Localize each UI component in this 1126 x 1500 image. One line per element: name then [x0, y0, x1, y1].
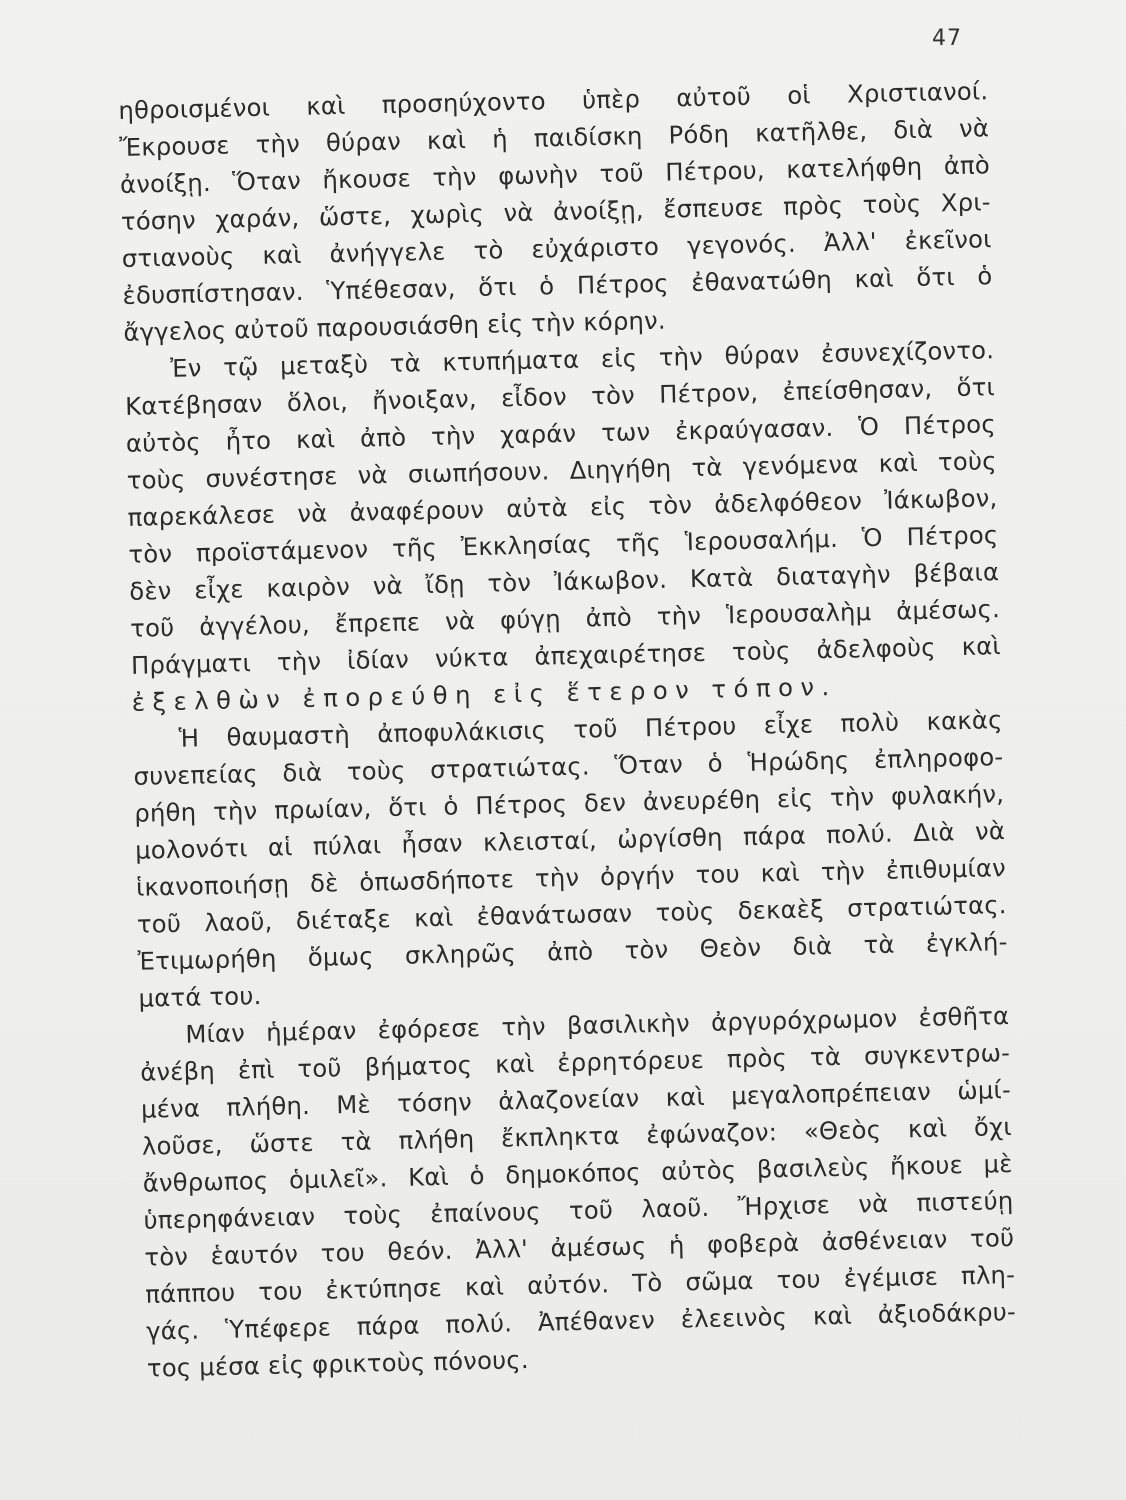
text-line: ἄγγελος αὐτοῦ παρουσιάσθη εἰς τὴν κόρην. [123, 305, 667, 347]
text-line: τοὺς συνέστησε νὰ σιωπήσουν. Διηγήθη τὰ γενόμενα καὶ τοὺς [126, 446, 997, 495]
text-line: ἄνθρωπος ὁμιλεῖ». Καὶ ὁ δημοκόπος αὐτὸς βασιλεὺς ἤκουε μὲ [142, 1148, 1013, 1198]
text-line: τοῦ λαοῦ, διέταξε καὶ ἐθανάτωσαν τοὺς δεκαὲξ στρατιώτας. [136, 890, 1007, 939]
text-line: γάς. Ὑπέφερε πάρα πολύ. Ἀπέθανεν ἐλεεινὸς καὶ ἀξιοδάκρυ- [145, 1296, 1017, 1346]
text-line: παρεκάλεσε νὰ ἀναφέρουν αὐτὰ εἰς τὸν ἀδελφόθεον Ἰάκωβον, [127, 483, 998, 532]
text-line: μολονότι αἱ πύλαι ἦσαν κλεισταί, ὠργίσθη πάρα πολύ. Διὰ νὰ [134, 816, 1006, 865]
text-line: ὑπερηφάνειαν τοὺς ἐπαίνους τοῦ λαοῦ. Ἤρχισε νὰ πιστεύῃ [143, 1185, 1014, 1235]
text-line: ἀνοίξῃ. Ὅταν ἤκουσε τὴν φωνὴν τοῦ Πέτρου, κατελήφθη ἀπὸ [119, 150, 991, 199]
text-line: λοῦσε, ὥστε τὰ πλήθη ἔκπληκτα ἐφώναζον: «Θεὸς καὶ ὄχι [141, 1111, 1013, 1161]
text-line: Κατέβησαν ὅλοι, ἤνοιξαν, εἶδον τὸν Πέτρον, ἐπείσθησαν, ὅτι [124, 372, 996, 421]
text-line: αὐτὸς ἦτο καὶ ἀπὸ τὴν χαράν των ἐκραύγασαν. Ὁ Πέτρος [125, 409, 997, 458]
text-line: μένα πλήθη. Μὲ τόσην ἀλαζονείαν καὶ μεγαλοπρέπειαν ὡμί- [140, 1075, 1012, 1124]
body-text [118, 72, 1017, 1386]
text-line: τόσην χαράν, ὥστε, χωρὶς νὰ ἀνοίξῃ, ἔσπευσε πρὸς τοὺς Χρι- [120, 187, 992, 236]
text-line: ἱκανοποιήσῃ δὲ ὁπωσδήποτε τὴν ὀργήν του καὶ τὴν ἐπιθυμίαν [135, 853, 1007, 902]
text-line: ρήθη τὴν πρωίαν, ὅτι ὁ Πέτρος δεν ἀνευρέθη εἰς τὴν φυλακήν, [134, 779, 1005, 828]
text-line: στιανοὺς καὶ ἀνήγγελε τὸ εὐχάριστο γεγονός. Ἀλλ' ἐκεῖνοι [121, 224, 992, 273]
text-line: πάππου του ἐκτύπησε καὶ αὐτόν. Τὸ σῶμα του ἐγέμισε πλη- [144, 1259, 1016, 1309]
paragraph-start-line: Ἡ θαυμαστὴ ἀποφυλάκισις τοῦ Πέτρου εἶχε πολὺ κακὰς [178, 705, 1003, 753]
text-line: τὸν ἑαυτόν του θεόν. Ἀλλ' ἀμέσως ἡ φοβερὰ ἀσθένειαν τοῦ [144, 1222, 1015, 1272]
paragraph-start-line: Ἐν τῷ μεταξὺ τὰ κτυπήματα εἰς τὴν θύραν ἐσυνεχίζοντο. [169, 335, 995, 383]
text-line: δὲν εἶχε καιρὸν νὰ ἴδῃ τὸν Ἰάκωβον. Κατὰ διαταγὴν βέβαια [129, 557, 1000, 606]
text-line: ηθροισμένοι καὶ προσηύχοντο ὑπὲρ αὐτοῦ οἱ Χριστιανοί. [118, 76, 989, 125]
text-line: Πράγματι τὴν ἰδίαν νύκτα ἀπεχαιρέτησε τοὺς ἀδελφοὺς καὶ [130, 631, 1002, 680]
text-line: ἐδυσπίστησαν. Ὑπέθεσαν, ὅτι ὁ Πέτρος ἐθανατώθη καὶ ὅτι ὁ [122, 261, 993, 310]
text-line: ματά του. [138, 980, 262, 1013]
page-number: 47 [932, 26, 962, 51]
text-line: τος μέσα εἰς φρικτοὺς πόνους. [146, 1345, 530, 1383]
emphasized-text-line: ἐξελθὼν ἐπορεύθη εἰς ἕτερον τόπον. [131, 671, 838, 717]
text-line: Ἐτιμωρήθη ὅμως σκληρῶς ἀπὸ τὸν Θεὸν διὰ τὰ ἐγκλή- [137, 927, 1008, 976]
text-line: τὸν προϊστάμενον τῆς Ἐκκλησίας τῆς Ἱερουσαλήμ. Ὁ Πέτρος [128, 520, 999, 569]
paragraph-start-line: Μίαν ἡμέραν ἐφόρεσε τὴν βασιλικὴν ἀργυρόχρωμον ἐσθῆτα [185, 1001, 1010, 1049]
text-line: Ἔκρουσε τὴν θύραν καὶ ἡ παιδίσκη Ρόδη κατῆλθε, διὰ νὰ [118, 113, 990, 162]
text-line: ἀνέβη ἐπὶ τοῦ βήματος καὶ ἐρρητόρευε πρὸς τὰ συγκεντρω- [139, 1038, 1011, 1087]
text-line: συνεπείας διὰ τοὺς στρατιώτας. Ὅταν ὁ Ἡρώδης ἐπληροφο- [133, 742, 1004, 791]
text-line: τοῦ ἀγγέλου, ἔπρεπε νὰ φύγῃ ἀπὸ τὴν Ἱερουσαλὴμ ἀμέσως. [129, 594, 1001, 643]
